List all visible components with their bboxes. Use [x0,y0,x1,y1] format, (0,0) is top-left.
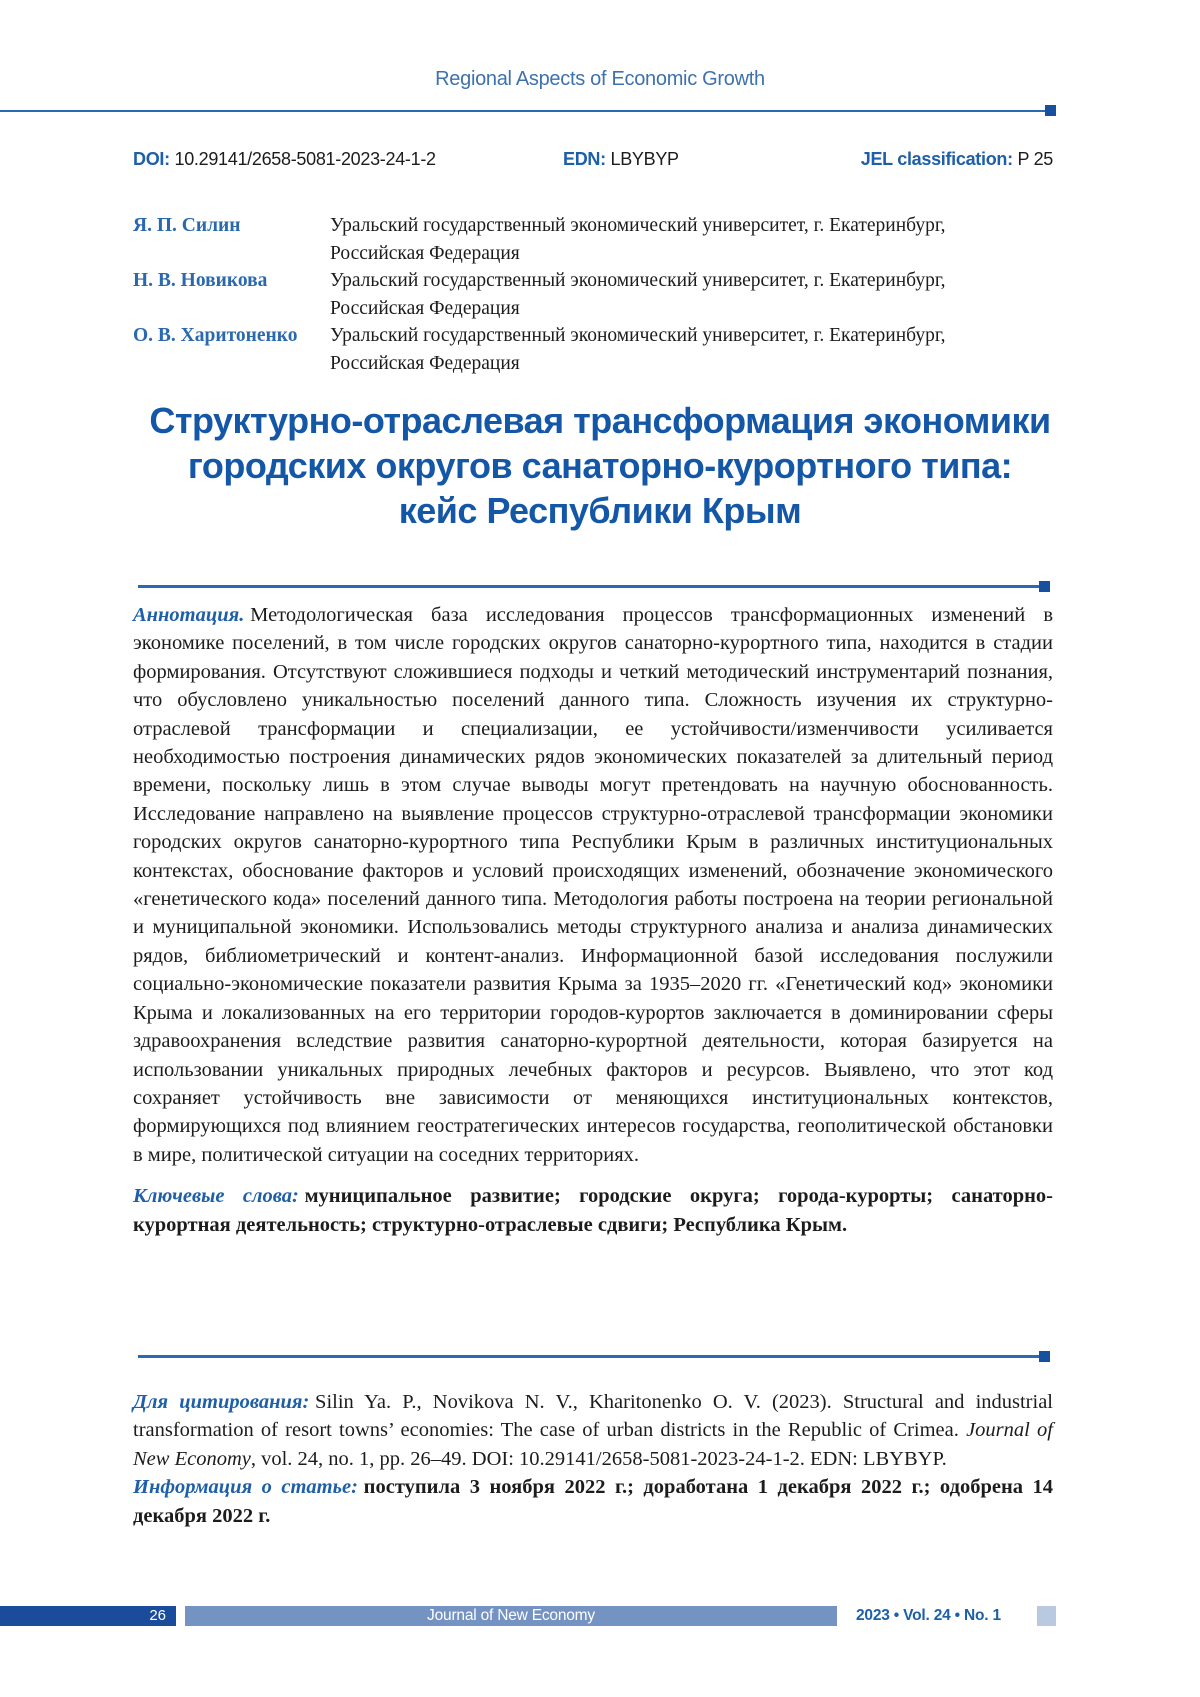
abstract-block [133,601,1053,1239]
abstract-text: Методологическая база исследования процессов трансформационных изменений в экономике поселений, в том числе городских округов санаторно-курортного типа, находится в стадии формирования. Отсутствуют сложившиеся подходы и четкий методический инструментарий познания, что обусловлено уникальностью поселений данного типа. Сложность изучения их структурно-отраслевой трансформации и специализации, ее устойчивости/изменчивости усиливается необходимостью построения динамических рядов экономических показателей за длительный период времени, поскольку лишь в этом случае выводы могут претендовать на научную обоснованность. Исследование направлено на выявление процессов структурно-отраслевой трансформации экономики городских округов санаторно-курортного типа Республики Крым в различных институциональных контекстах, обоснование факторов и условий происходящих изменений, обозначение экономического «генетического кода» поселений данного типа. Методология работы построена на теории региональной и муниципальной экономики. Использовались методы структурного анализа и анализа динамических рядов, библиометрический и контент-анализ. Информационной базой исследования послужили социально-экономические показатели развития Крыма за 1935–2020 гг. «Генетический код» экономики Крыма и локализованных на его территории городов-курортов заключается в доминировании сферы здравоохранения вследствие развития санаторно-курортной деятельности, которая базируется на использовании уникальных природных лечебных факторов и ресурсов. Выявлено, что этот код сохраняет устойчивость вне зависимости от меняющихся институциональных контекстов, формирующихся под влиянием геостратегических интересов государства, геополитической обстановки в мире, политической ситуации на соседних территориях. [133,604,1053,1166]
footer-end-square [1037,1606,1056,1626]
citation-label: Для цитирования: [133,1391,310,1413]
affiliation-line: Российская Федерация [330,352,520,374]
article-info-label: Информация о статье: [133,1476,358,1499]
edn [563,149,679,170]
article-title [0,398,1200,533]
affiliation-line: Уральский государственный экономический университет, г. Екатеринбург, [330,215,946,236]
doi-value: 10.29141/2658-5081-2023-24-1-2 [174,149,436,169]
author-name: Н. В. Новикова [133,270,268,291]
article-title-line: кейс Республики Крым [398,490,802,531]
citation-paragraph [133,1388,1053,1473]
doi [133,149,436,170]
jel-classification [861,149,1053,170]
affiliation-line: Российская Федерация [330,297,520,319]
authors-block [133,212,1053,377]
abstract-paragraph [133,601,1053,1169]
abstract-label: Аннотация. [133,604,245,626]
citation-text-before-journal: Silin Ya. P., Novikova N. V., Kharitonenko O. V. (2023). Structural and industrial transformation of resort towns’ economies: The case of urban districts in the Republic of Crimea. [133,1391,1054,1442]
abstract-rule-end-square [1039,581,1050,592]
running-head-section-title: Regional Aspects of Economic Growth [435,68,765,90]
doi-label: DOI: [133,149,170,169]
article-info-paragraph [133,1473,1053,1530]
keywords-label: Ключевые слова: [133,1185,299,1208]
footer-journal-name-bar: Journal of New Economy [185,1606,837,1626]
jel-label: JEL classification: [860,149,1013,169]
author-affiliation [330,322,1053,377]
citation-rule-end-square [1039,1351,1050,1362]
citation-rule [138,1355,1041,1358]
affiliation-line: Уральский государственный экономический университет, г. Екатеринбург, [330,270,946,291]
footer-issue-info: 2023 • Vol. 24 • No. 1 [856,1607,1001,1624]
author-row [133,267,1053,322]
affiliation-line: Уральский государственный экономический университет, г. Екатеринбург, [330,325,946,346]
citation-text-after-journal: , vol. 24, no. 1, pp. 26–49. DOI: 10.29141/2658-5081-2023-24-1-2. EDN: LBYBYP. [250,1447,947,1470]
edn-label: EDN: [563,149,606,169]
keywords-text: муниципальное развитие; городские округа; города-курорты; санаторно-курортная деятельность; структурно-отраслевые сдвиги; Республика Крым. [133,1185,1053,1236]
author-affiliation [330,267,1053,322]
author-affiliation [330,212,1053,267]
author-row [133,212,1053,267]
article-title-line: городских округов санаторно-курортного типа: [187,445,1013,486]
header-rule [0,110,1050,112]
page-footer [0,1606,1200,1626]
author-row [133,322,1053,377]
article-title-line: Структурно-отраслевая трансформация экономики [149,400,1051,441]
article-info-text: поступила 3 ноября 2022 г.; доработана 1 декабря 2022 г.; одобрена 14 декабря 2022 г. [133,1476,1054,1527]
citation-journal-name: Journal of New Economy [133,1419,1053,1470]
citation-block [133,1355,1053,1530]
keywords-paragraph [133,1182,1053,1239]
abstract-rule [138,585,1041,588]
page-number-badge: 26 [0,1606,176,1626]
header-rule-end-square [1045,105,1056,116]
author-name: Я. П. Силин [133,215,241,236]
jel-value: P 25 [1017,149,1053,169]
edn-value: LBYBYP [610,149,679,169]
author-name: О. В. Харитоненко [133,325,298,346]
affiliation-line: Российская Федерация [330,242,520,264]
article-meta-row [133,149,1053,173]
